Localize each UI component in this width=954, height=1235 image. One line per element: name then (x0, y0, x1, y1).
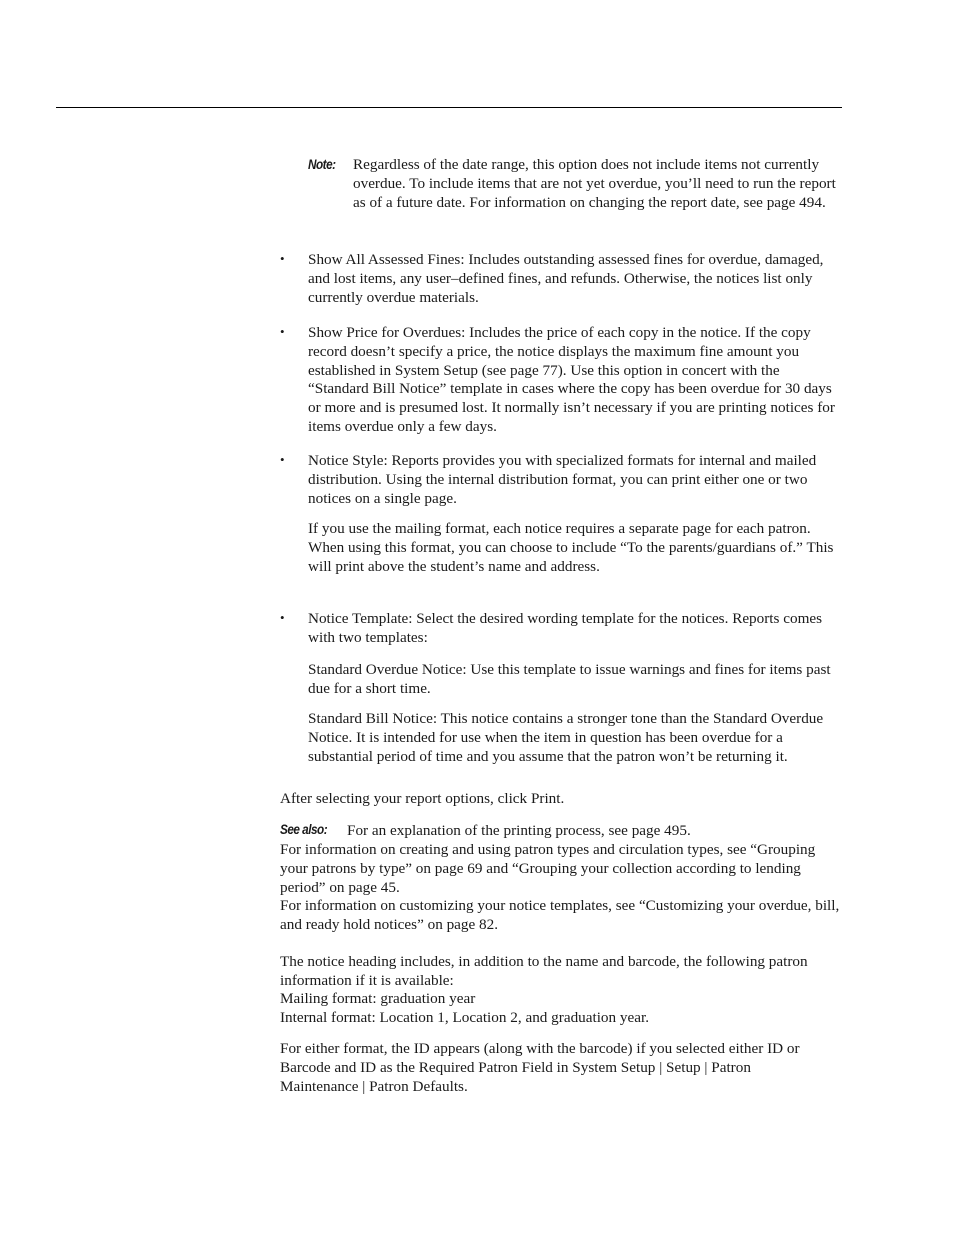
bullet-symbol: • (280, 452, 285, 467)
mailing-format-line: Mailing format: graduation year (280, 990, 476, 1007)
id-paragraph: For either format, the ID appears (along with the barcode) if you selected either ID or Barcode and ID as the Required Patron Field in System Setup | Setup | Patron Maintenance | Patron Defaults. (280, 1040, 800, 1095)
standard-bill-notice-paragraph: Standard Bill Notice: This notice contains a stronger tone than the Standard Overdue Notice. It is intended for use when the item in question has been overdue for a substantial period of time and you assume that the patron won’t be returning it. (308, 710, 824, 765)
bullet-symbol: • (280, 251, 285, 266)
see-also-printing: For an explanation of the printing process, see page 495. (347, 822, 691, 839)
heading-info-intro: The notice heading includes, in addition to the name and barcode, the following patron information if it is available: (280, 953, 808, 989)
internal-format-line: Internal format: Location 1, Location 2, and graduation year. (280, 1009, 650, 1026)
note-label: Note: (308, 156, 336, 172)
note-text: Regardless of the date range, this option does not include items not currently overdue. To include items that are not yet overdue, you’ll need to run the report as of a future date. For information on changing the report date, see page 494. (353, 156, 836, 211)
see-also-label: See also: (280, 821, 328, 837)
see-also-templates: For information on customizing your notice templates, see “Customizing your overdue, bill, and ready hold notices” on page 82. (280, 897, 840, 933)
notice-style-mailing-paragraph: If you use the mailing format, each notice requires a separate page for each patron. When using this format, you can choose to include “To the parents/guardians of.” This will print above the student’s name and address. (308, 520, 834, 575)
see-also-patron-types: For information on creating and using patron types and circulation types, see “Grouping your patrons by type” on page 69 and “Grouping your collection according to lending period” on page 45. (280, 841, 816, 896)
standard-overdue-notice-paragraph: Standard Overdue Notice: Use this template to issue warnings and fines for items past due for a short time. (308, 661, 831, 697)
bullet-symbol: • (280, 324, 285, 339)
after-selecting-text: After selecting your report options, click Print. (280, 790, 565, 807)
bullet-symbol: • (280, 610, 285, 625)
bullet-assessed-fines: Show All Assessed Fines: Includes outstanding assessed fines for overdue, damaged, and lost items, any user–defined fines, and refunds. Otherwise, the notices list only currently overdue materials. (308, 251, 824, 306)
header-rule (56, 107, 842, 108)
bullet-price-overdues: Show Price for Overdues: Includes the price of each copy in the notice. If the copy record doesn’t specify a price, the notice displays the maximum fine amount you established in System Setup (see page 77). Use this option in concert with the “Standard Bill Notice” template in cases where the copy has been overdue for 30 days or more and is presumed lost. It normally isn’t necessary if you are printing notices for items overdue only a few days. (308, 324, 835, 435)
bullet-notice-template: Notice Template: Select the desired wording template for the notices. Reports comes with two templates: (308, 610, 823, 646)
bullet-notice-style: Notice Style: Reports provides you with specialized formats for internal and mailed distribution. Using the internal distribution format, you can print either one or two notices on a single page. (308, 452, 817, 507)
